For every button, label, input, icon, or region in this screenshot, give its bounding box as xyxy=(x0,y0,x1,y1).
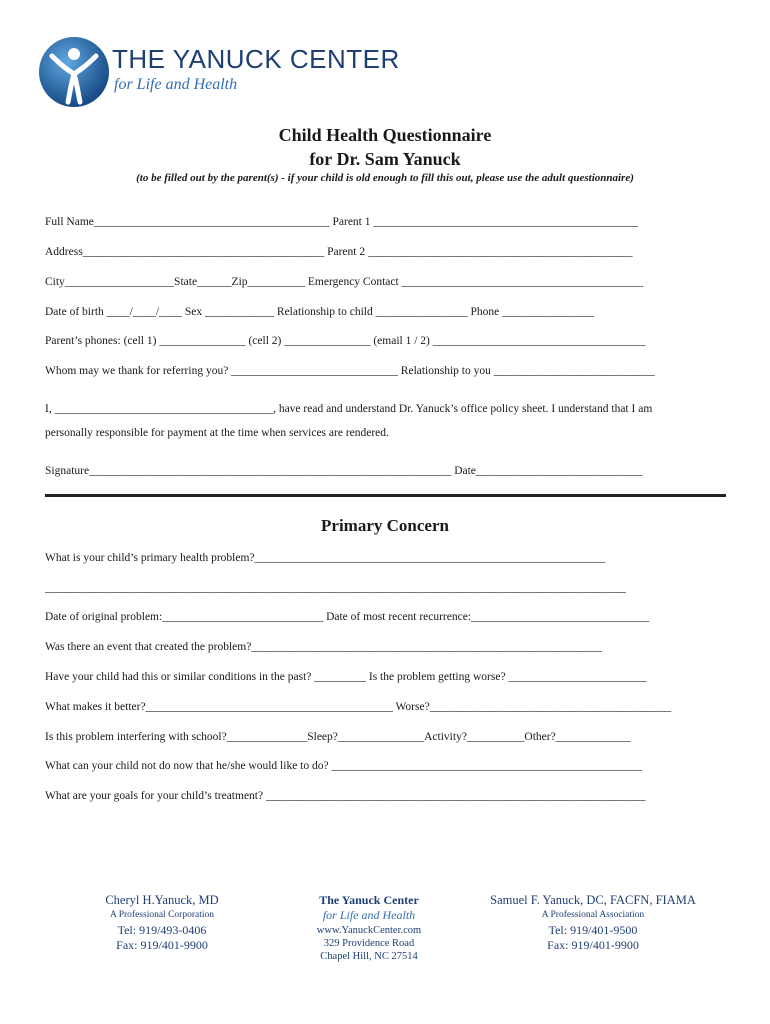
footer-center xyxy=(284,893,454,962)
form-line-policy-continued: personally responsible for payment at the time when services are rendered. xyxy=(45,427,389,439)
form-line-address-parent2[interactable]: Address__________________________________________ Parent 2 ______________________________________________ xyxy=(45,246,633,258)
section-title-primary-concern: Primary Concern xyxy=(321,516,449,535)
form-line-name-parent1[interactable]: Full Name_________________________________________ Parent 1 ______________________________________________ xyxy=(45,216,638,228)
footer-right xyxy=(478,893,708,953)
concern-line-primary-problem-cont[interactable]: _____________________________________________________________________________________________________ xyxy=(45,582,626,594)
concern-line-interference[interactable]: Is this problem interfering with school?______________Sleep?_______________Activity?__________Other?_____________ xyxy=(45,731,631,743)
concern-line-better-worse[interactable]: What makes it better?___________________________________________ Worse?__________________________________________ xyxy=(45,701,672,713)
footer-center-tagline: for Life and Health xyxy=(322,908,416,922)
section-divider xyxy=(45,494,726,497)
footer-left-name: Cheryl H.Yanuck, MD xyxy=(105,893,219,907)
concern-line-event[interactable]: Was there an event that created the problem?_____________________________________________________________ xyxy=(45,641,603,653)
form-line-dob-relationship[interactable]: Date of birth ____/____/____ Sex ____________ Relationship to child ________________ Phone ________________ xyxy=(45,306,595,318)
page-title-line1: Child Health Questionnaire xyxy=(278,125,492,145)
concern-line-dates[interactable]: Date of original problem:____________________________ Date of most recent recurrence:_______________________________ xyxy=(45,611,650,623)
brand-tagline: for Life and Health xyxy=(114,76,238,93)
form-line-signature-date[interactable]: Signature_______________________________________________________________ Date_____________________________ xyxy=(45,465,643,477)
concern-line-past-conditions[interactable]: Have your child had this or similar conditions in the past? _________ Is the problem getting worse? ________________________ xyxy=(45,671,647,683)
footer-right-name: Samuel F. Yanuck, DC, FACFN, FIAMA xyxy=(490,893,696,907)
footer-right-tel: Tel: 919/401-9500 xyxy=(548,923,638,937)
concern-line-primary-problem[interactable]: What is your child’s primary health problem?_____________________________________________________________ xyxy=(45,552,606,564)
concern-line-cannot-do[interactable]: What can your child not do now that he/she would like to do? ______________________________________________________ xyxy=(45,760,642,772)
footer-left xyxy=(72,893,252,953)
footer-right-sub: A Professional Association xyxy=(541,910,645,920)
footer-left-tel: Tel: 919/493-0406 xyxy=(117,923,207,937)
footer-left-sub: A Professional Corporation xyxy=(110,910,214,920)
form-line-referral[interactable]: Whom may we thank for referring you? _____________________________ Relationship to you ____________________________ xyxy=(45,365,655,377)
form-line-policy-acknowledgement[interactable]: I, ______________________________________, have read and understand Dr. Yanuck’s office policy sheet. I understand that I am xyxy=(45,403,653,415)
brand-name: THE YANUCK CENTER xyxy=(112,44,400,74)
concern-line-goals[interactable]: What are your goals for your child’s treatment? __________________________________________________________________ xyxy=(45,790,646,802)
footer-center-name: The Yanuck Center xyxy=(319,893,419,907)
form-line-parent-phones[interactable]: Parent’s phones: (cell 1) _______________ (cell 2) _______________ (email 1 / 2) _____________________________________ xyxy=(45,335,646,347)
footer-center-web[interactable]: www.YanuckCenter.com xyxy=(316,925,422,936)
footer-right-fax: Fax: 919/401-9900 xyxy=(547,938,639,952)
yanuck-center-logo-icon xyxy=(38,36,110,108)
footer-center-city: Chapel Hill, NC 27514 xyxy=(320,951,418,962)
page-subtitle: (to be filled out by the parent(s) - if your child is old enough to fill this out, please use the adult questionnaire) xyxy=(136,172,634,184)
form-line-city-emergency[interactable]: City___________________State______Zip__________ Emergency Contact __________________________________________ xyxy=(45,276,644,288)
page-title-line2: for Dr. Sam Yanuck xyxy=(309,149,461,169)
footer-center-street: 329 Providence Road xyxy=(323,938,415,949)
footer-left-fax: Fax: 919/401-9900 xyxy=(116,938,208,952)
